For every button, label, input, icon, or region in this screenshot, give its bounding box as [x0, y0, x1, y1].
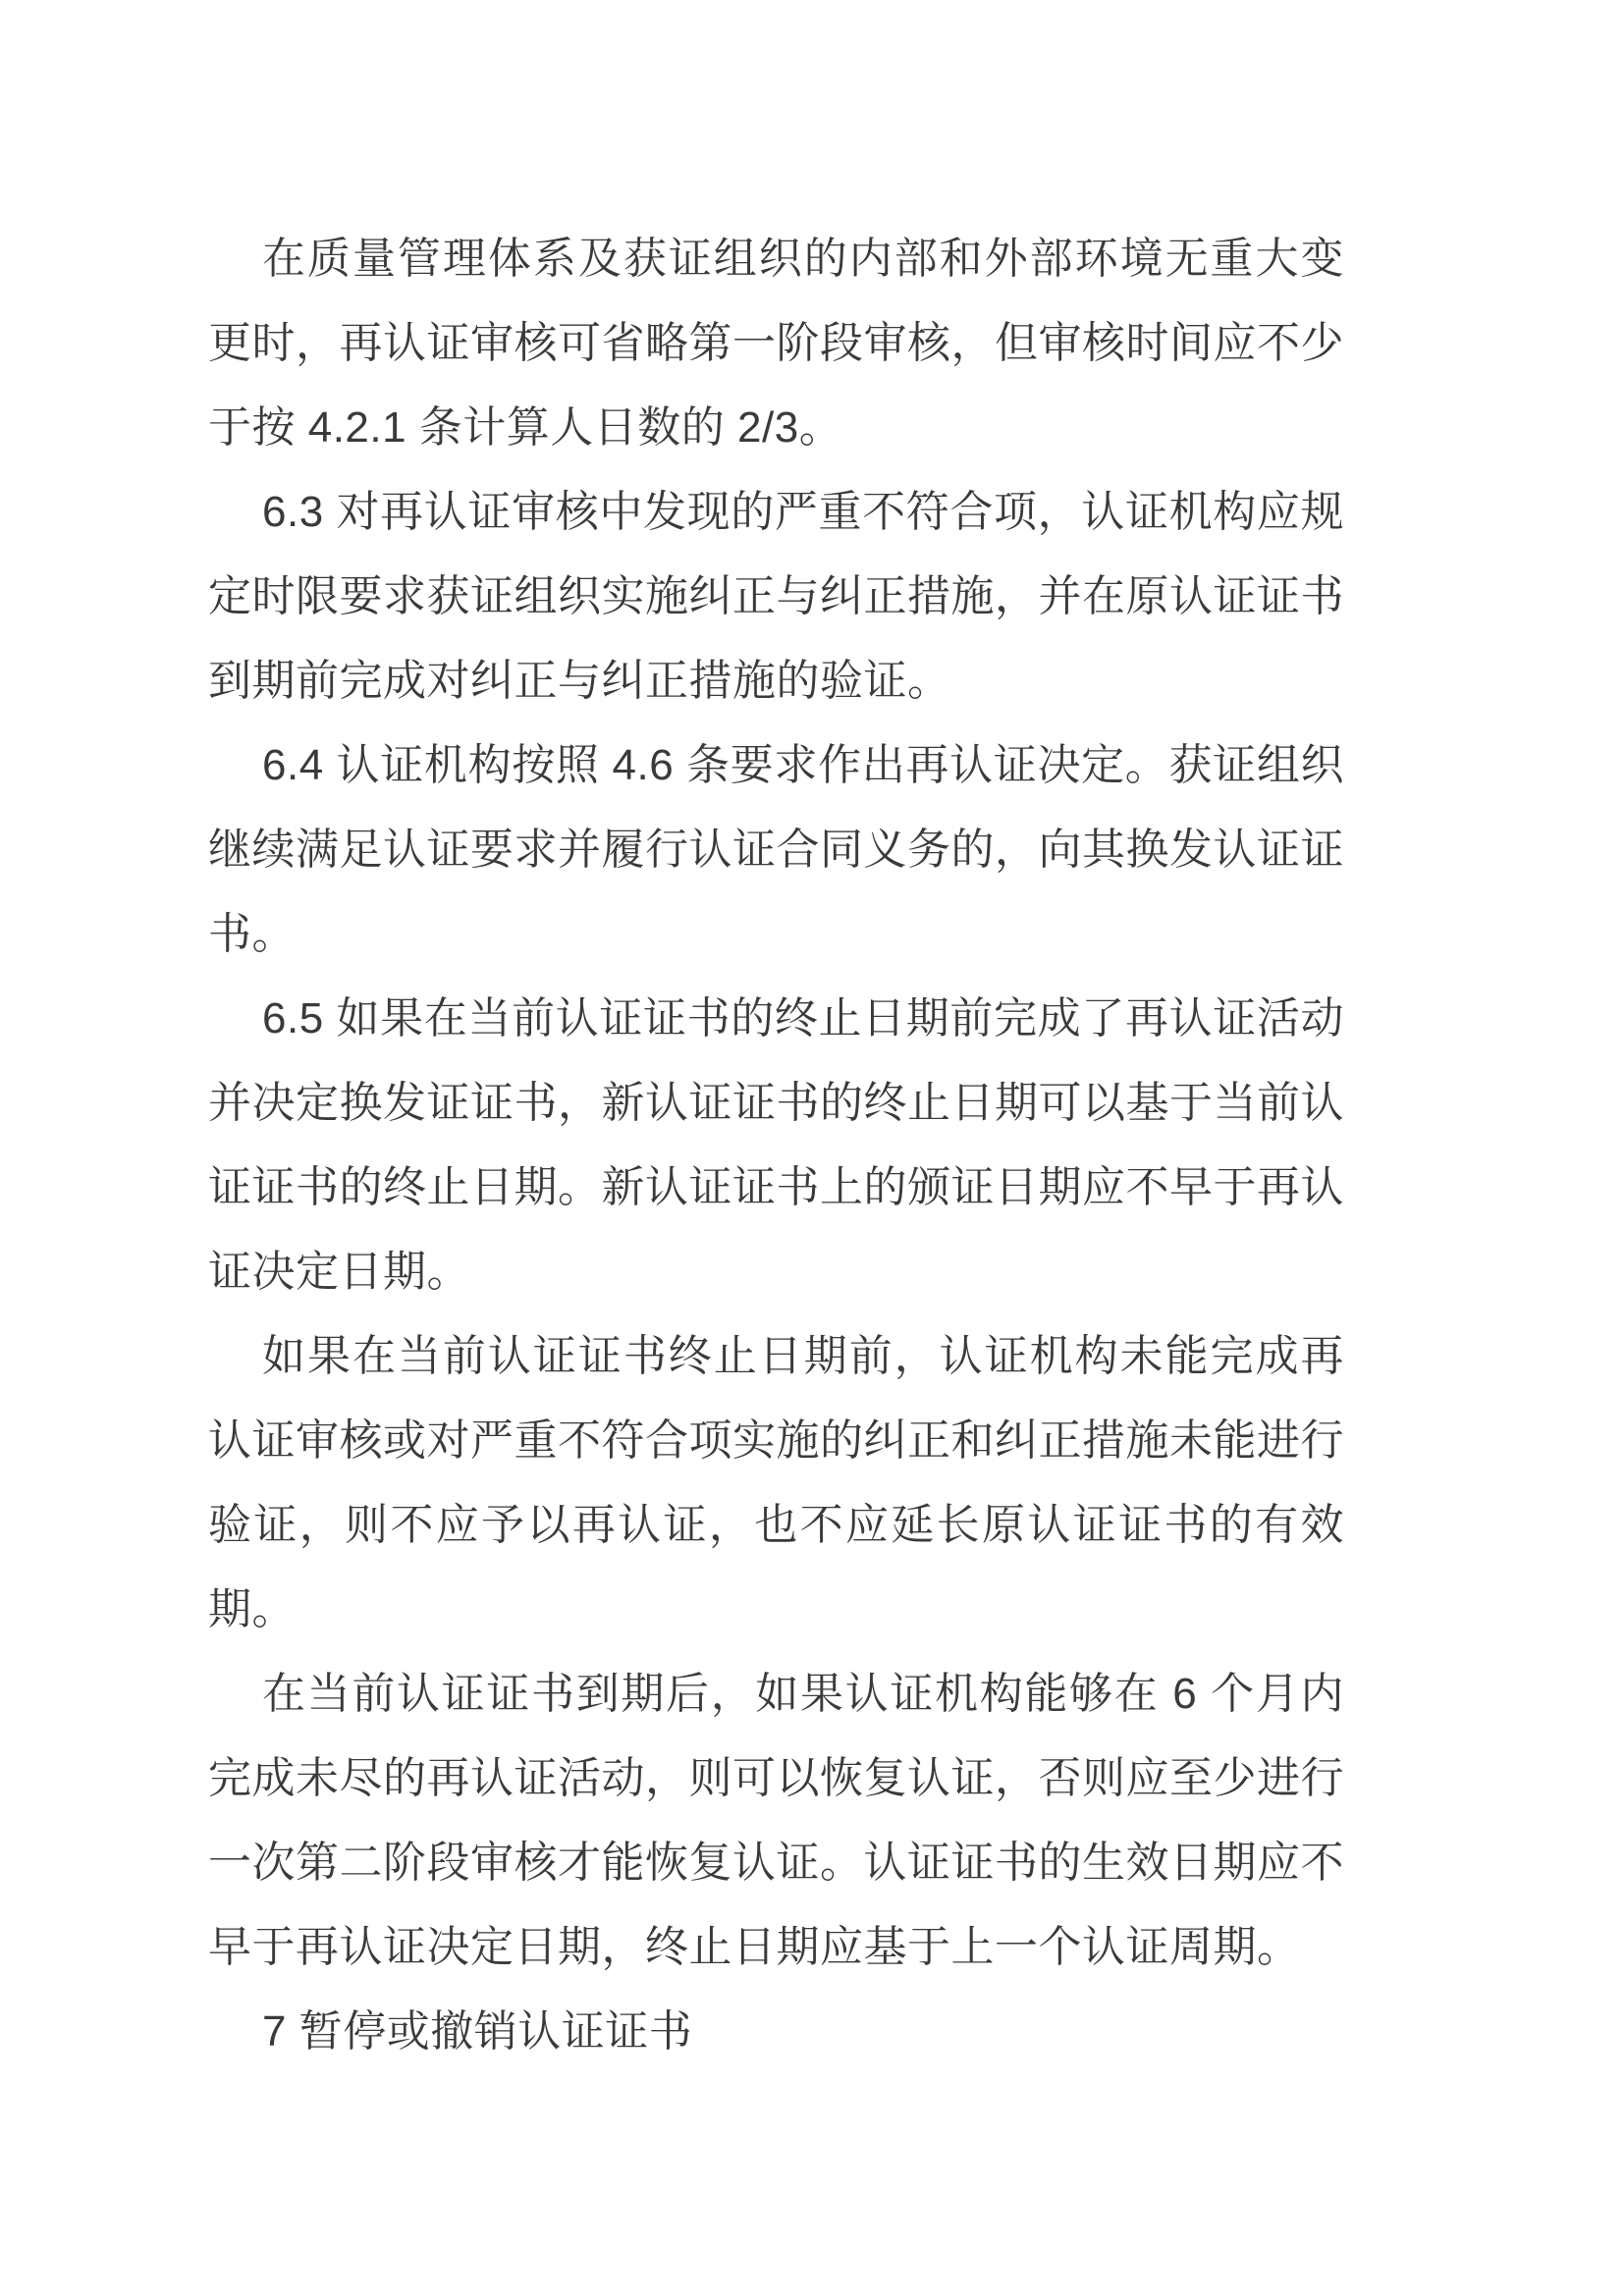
section-heading-7-suspend-withdraw: 7 暂停或撤销认证证书	[262, 2007, 693, 2056]
paragraph-6-5-certificate-dates: 6.5 如果在当前认证证书的终止日期前完成了再认证活动并决定换发证证书，新认证证书的终止日期可以基于当前认证证书的终止日期。新认证证书上的颁证日期应不早于再认证决定日期。	[208, 994, 1344, 1296]
paragraph-recert-restore: 在当前认证证书到期后，如果认证机构能够在 6 个月内完成未尽的再认证活动，则可以恢复认证，否则应至少进行一次第二阶段审核才能恢复认证。认证证书的生效日期应不早于再认证决定日期，终止日期应基于上一个认证周期。	[208, 1670, 1344, 1971]
paragraph-recert-audit-scope: 在质量管理体系及获证组织的内部和外部环境无重大变更时，再认证审核可省略第一阶段审核，但审核时间应不少于按 4.2.1 条计算人日数的 2/3。	[208, 235, 1344, 452]
paragraph-6-4-recert-decision: 6.4 认证机构按照 4.6 条要求作出再认证决定。获证组织继续满足认证要求并履行认证合同义务的，向其换发认证证书。	[208, 741, 1344, 958]
paragraph-6-3-nonconformity: 6.3 对再认证审核中发现的严重不符合项，认证机构应规定时限要求获证组织实施纠正与纠正措施，并在原认证证书到期前完成对纠正与纠正措施的验证。	[208, 488, 1344, 705]
document-body	[208, 217, 1344, 2074]
paragraph-recert-not-completed: 如果在当前认证证书终止日期前，认证机构未能完成再认证审核或对严重不符合项实施的纠正和纠正措施未能进行验证，则不应予以再认证，也不应延长原认证证书的有效期。	[208, 1332, 1344, 1633]
